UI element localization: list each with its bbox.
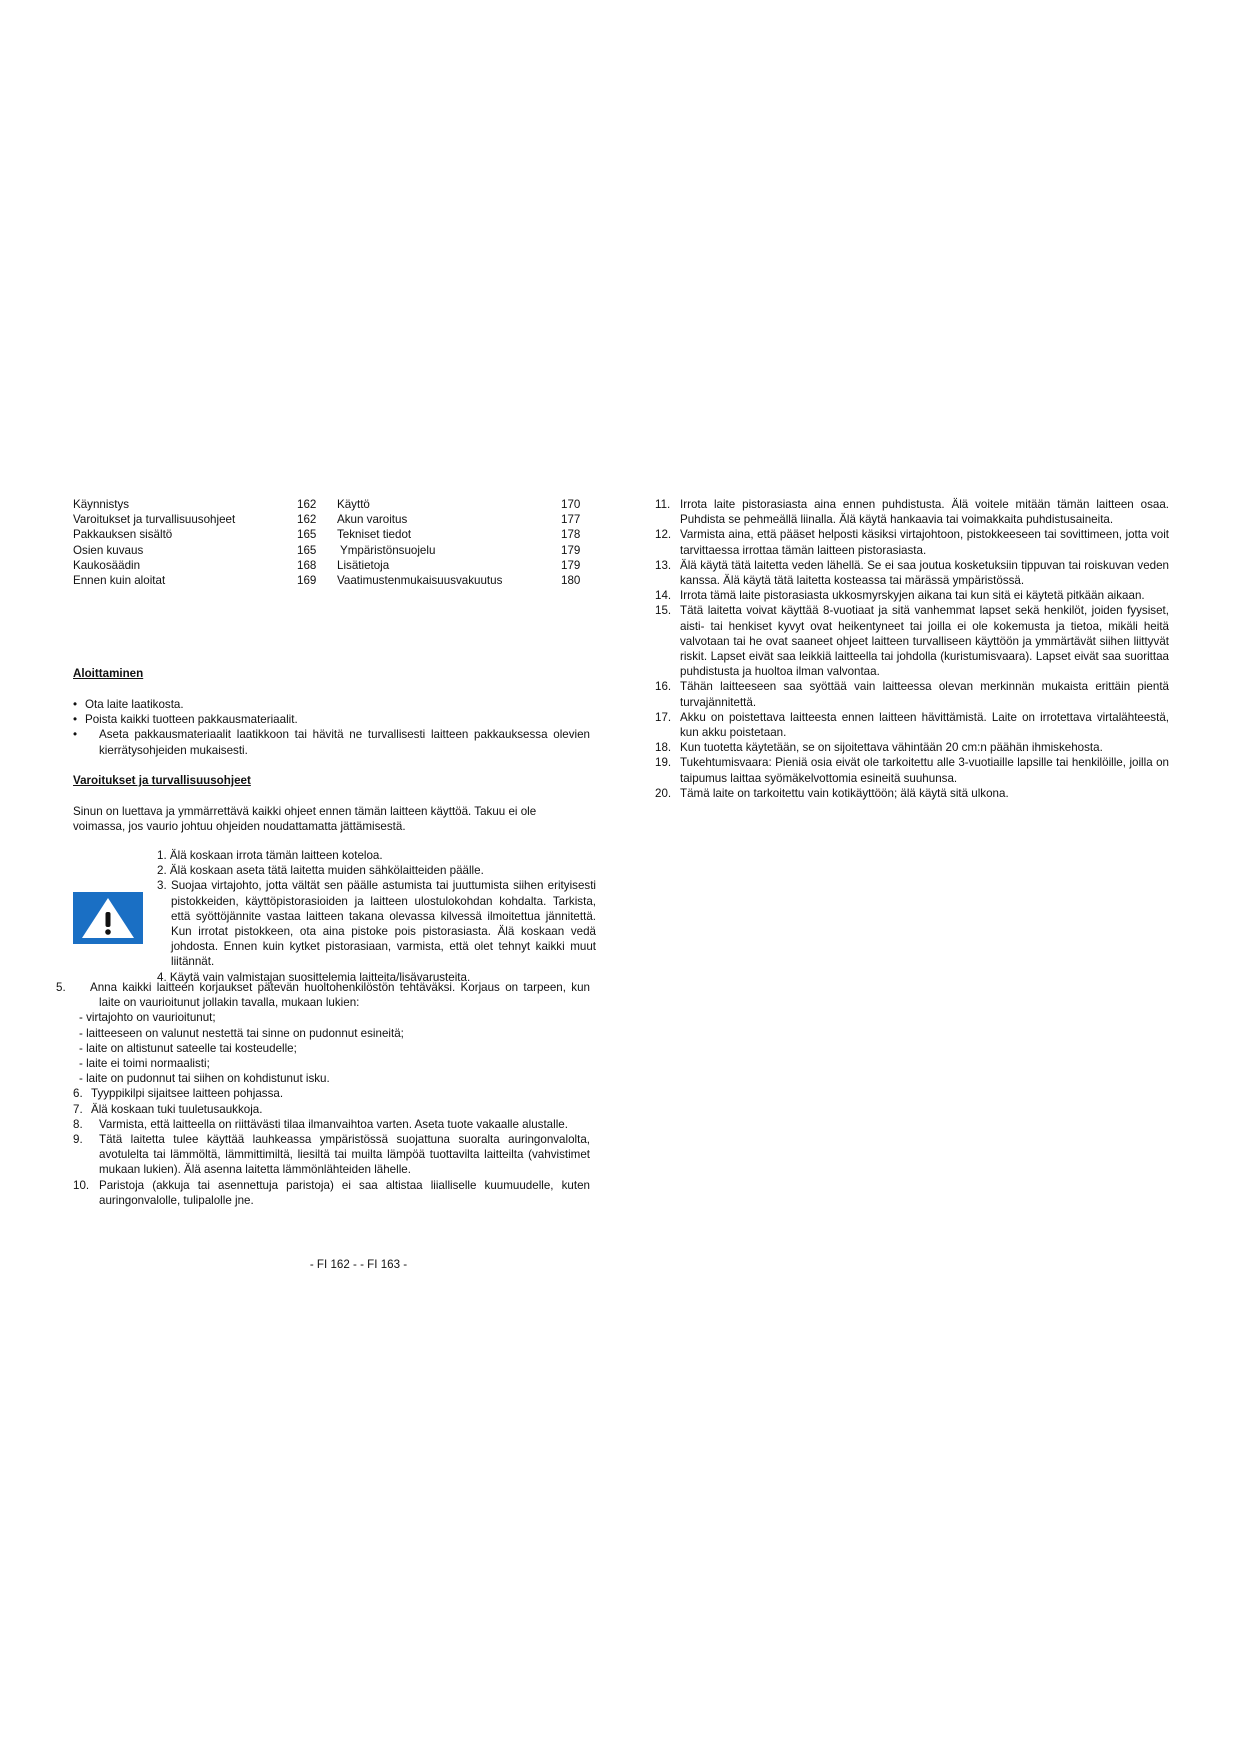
list-item: 7. Älä koskaan tuki tuuletusaukkoja.	[73, 1102, 263, 1116]
list-item: 11. Irrota laite pistorasiasta aina ennen puhdistusta. Älä voitele mitään tämän laitteen osaa. Puhdista se pehmeällä liinalla. Älä käytä hankaavia tai voimakkaita puhdistusaineita.	[655, 498, 1169, 527]
list-item: 5. Anna kaikki laitteen korjaukset pätevän huoltohenkilöstön tehtäväksi. Korjaus on tarpeen, kun laite on vaurioitunut jollakin tavalla, mukaan lukien:	[56, 981, 590, 1010]
table-of-contents	[73, 497, 590, 592]
toc-row	[73, 512, 590, 527]
safety-items-left	[56, 980, 590, 1208]
list-item: 17. Akku on poistettava laitteesta ennen laitteen hävittämistä. Laite on irrotettava virtalähteestä, kun akku poistetaan.	[655, 710, 1169, 740]
toc-entry-title[interactable]: Varoitukset ja turvallisuusohjeet	[73, 513, 236, 527]
list-item: - laite ei toimi normaalisti;	[79, 1057, 210, 1071]
toc-entry-page: 178	[561, 528, 581, 542]
section-heading-safety: Varoitukset ja turvallisuusohjeet	[73, 774, 251, 787]
safety-intro: Sinun on luettava ja ymmärrettävä kaikki ohjeet ennen tämän laitteen käyttöä. Takuu ei ole voimassa, jos vaurio johtuu ohjeiden noudattamatta jättämisestä.	[73, 805, 537, 834]
toc-entry-title[interactable]: Pakkauksen sisältö	[73, 528, 173, 542]
list-item: - laite on altistunut sateelle tai kosteudelle;	[79, 1041, 297, 1055]
toc-entry-title[interactable]: Vaatimustenmukaisuusvakuutus	[337, 574, 503, 587]
toc-row	[73, 497, 590, 512]
list-item: 14. Irrota tämä laite pistorasiasta ukkosmyrskyjen aikana tai kun sitä ei käytetä pitkään aikaan.	[655, 589, 1145, 603]
toc-entry-page: 165	[297, 528, 317, 542]
toc-entry-page: 170	[561, 498, 581, 511]
warning-triangle-icon	[73, 892, 143, 944]
list-item: - laitteeseen on valunut nestettä tai sinne on pudonnut esineitä;	[79, 1026, 404, 1040]
list-item: 6. Tyyppikilpi sijaitsee laitteen pohjassa.	[73, 1087, 284, 1101]
toc-row	[73, 573, 590, 588]
toc-entry-page: 169	[297, 574, 317, 587]
toc-entry-page: 162	[297, 498, 317, 511]
toc-entry-title[interactable]: Tekniset tiedot	[337, 528, 412, 542]
list-item: 16. Tähän laitteeseen saa syöttää vain laitteessa olevan merkinnän mukaista erittäin pientä turvajännitettä.	[655, 680, 1169, 709]
toc-entry-title[interactable]: Kaukosäädin	[73, 558, 141, 572]
list-item: 9. Tätä laitetta tulee käyttää lauhkeassa ympäristössä suojattuna suoralta auringonvalolta, avotulelta tai lämmöltä, lämmittimiltä, liesiltä tai muilta lämpöä tuottavilta laitteilta (vahvistimet mukaan lukien). Älä asenna laitetta lämmönlähteiden lähelle.	[73, 1133, 590, 1177]
toc-entry-title[interactable]: Osien kuvaus	[73, 543, 144, 557]
toc-entry-page: 179	[561, 558, 581, 572]
list-item: 15. Tätä laitetta voivat käyttää 8-vuotiaat ja sitä vanhemmat lapset sekä henkilöt, joiden fyysiset, aisti- tai henkiset kyvyt ovat heikentyneet tai joilla ei ole kokemusta ja tietoa, mikäli heitä valvotaan tai he ovat saaneet ohjeet laitteen turvalliseen käyttöön ja ymmärtävät siihen liittyvät riskit. Lapset eivät saa leikkiä laitteella tai johdolla (kuristumisvaara). Lapset eivät saa suorittaa puhdistusta ja huoltoa ilman valvontaa.	[655, 604, 1169, 679]
list-item: 8. Varmista, että laitteella on riittävästi tilaa ilmanvaihtoa varten. Aseta tuote vakaalle alustalle.	[73, 1117, 568, 1131]
toc-entry-title[interactable]: Ennen kuin aloitat	[73, 574, 166, 587]
list-item: • Ota laite laatikosta.	[73, 698, 184, 711]
list-item: - laite on pudonnut tai siihen on kohdistunut isku.	[79, 1072, 330, 1086]
list-item: • Poista kaikki tuotteen pakkausmateriaalit.	[73, 713, 298, 727]
toc-entry-title[interactable]: Ympäristönsuojelu	[337, 543, 436, 557]
toc-entry-title[interactable]: Lisätietoja	[337, 558, 390, 572]
list-item: 4. Käytä vain valmistajan suosittelemia laitteita/lisävarusteita.	[157, 970, 471, 984]
list-item: - virtajohto on vaurioitunut;	[79, 1011, 216, 1025]
toc-entry-title[interactable]: Käynnistys	[73, 498, 130, 511]
toc-entry-page: 177	[561, 513, 581, 527]
page-footer: - FI 162 - - FI 163 -	[309, 1258, 408, 1271]
list-item: 12. Varmista aina, että pääset helposti käsiksi virtajohtoon, pistokkeeseen tai sovittimeen, jotta voit tarvittaessa irrottaa tämän laitteen pistorasiasta.	[655, 528, 1169, 557]
toc-row	[73, 527, 590, 542]
list-item: 2. Älä koskaan aseta tätä laitetta muiden sähkölaitteiden päälle.	[157, 864, 484, 878]
toc-row	[73, 543, 590, 558]
list-item: 3. Suojaa virtajohto, jotta vältät sen päälle astumista tai juuttumista siihen erityisesti pistokkeiden, käyttöpistorasioiden ja laitteen ulostulokohdan kohdalta. Tarkista, että syöttöjännite vastaa laitteen takana olevassa kilvessä ilmoitettua jännitettä. Kun irrotat pistokkeen, ota aina pistoke pois pistorasiasta. Älä koskaan vedä johdosta. Ennen kuin kytket pistorasiaan, varmista, että olet tehnyt kaikki muut liitännät.	[157, 879, 596, 969]
section-heading-start: Aloittaminen	[73, 667, 144, 680]
toc-entry-page: 165	[297, 543, 317, 557]
start-bullet-list	[73, 697, 590, 758]
list-item: 20. Tämä laite on tarkoitettu vain kotikäyttöön; älä käytä sitä ulkona.	[655, 786, 1009, 800]
list-item: 13. Älä käytä tätä laitetta veden lähellä. Se ei saa joutua kosketuksiin tippuvan tai roiskuvan veden kanssa. Älä käytä tätä laitetta kosteassa tai märässä ympäristössä.	[655, 558, 1169, 588]
toc-entry-page: 162	[297, 513, 317, 527]
list-item: 18. Kun tuotetta käytetään, se on sijoitettava vähintään 20 cm:n päähän ihmiskehosta.	[655, 741, 1103, 755]
list-item: 10. Paristoja (akkuja tai asennettuja paristoja) ei saa altistaa liialliselle kuumuudelle, kuten auringonvalolle, tulipalolle jne.	[73, 1178, 590, 1207]
right-column	[655, 497, 1169, 801]
list-item: • Aseta pakkausmateriaalit laatikkoon tai hävitä ne turvallisesti laitteen pakkauksessa olevien kierrätysohjeiden mukaisesti.	[73, 728, 590, 757]
toc-entry-title[interactable]: Akun varoitus	[337, 513, 408, 527]
safety-steps-list	[157, 848, 596, 985]
toc-entry-page: 168	[297, 558, 317, 572]
list-item: 19. Tukehtumisvaara: Pieniä osia eivät ole tarkoitettu alle 3-vuotiaille lapsille tai henkilöille, joilla on taipumus laittaa syömäkelvottomia esineitä suuhunsa.	[655, 756, 1169, 785]
toc-entry-page: 179	[561, 543, 581, 557]
list-item: 1. Älä koskaan irrota tämän laitteen koteloa.	[157, 849, 383, 862]
toc-row	[73, 558, 590, 573]
toc-entry-page: 180	[561, 574, 581, 587]
left-column	[56, 497, 596, 1207]
toc-entry-title[interactable]: Käyttö	[337, 498, 370, 511]
